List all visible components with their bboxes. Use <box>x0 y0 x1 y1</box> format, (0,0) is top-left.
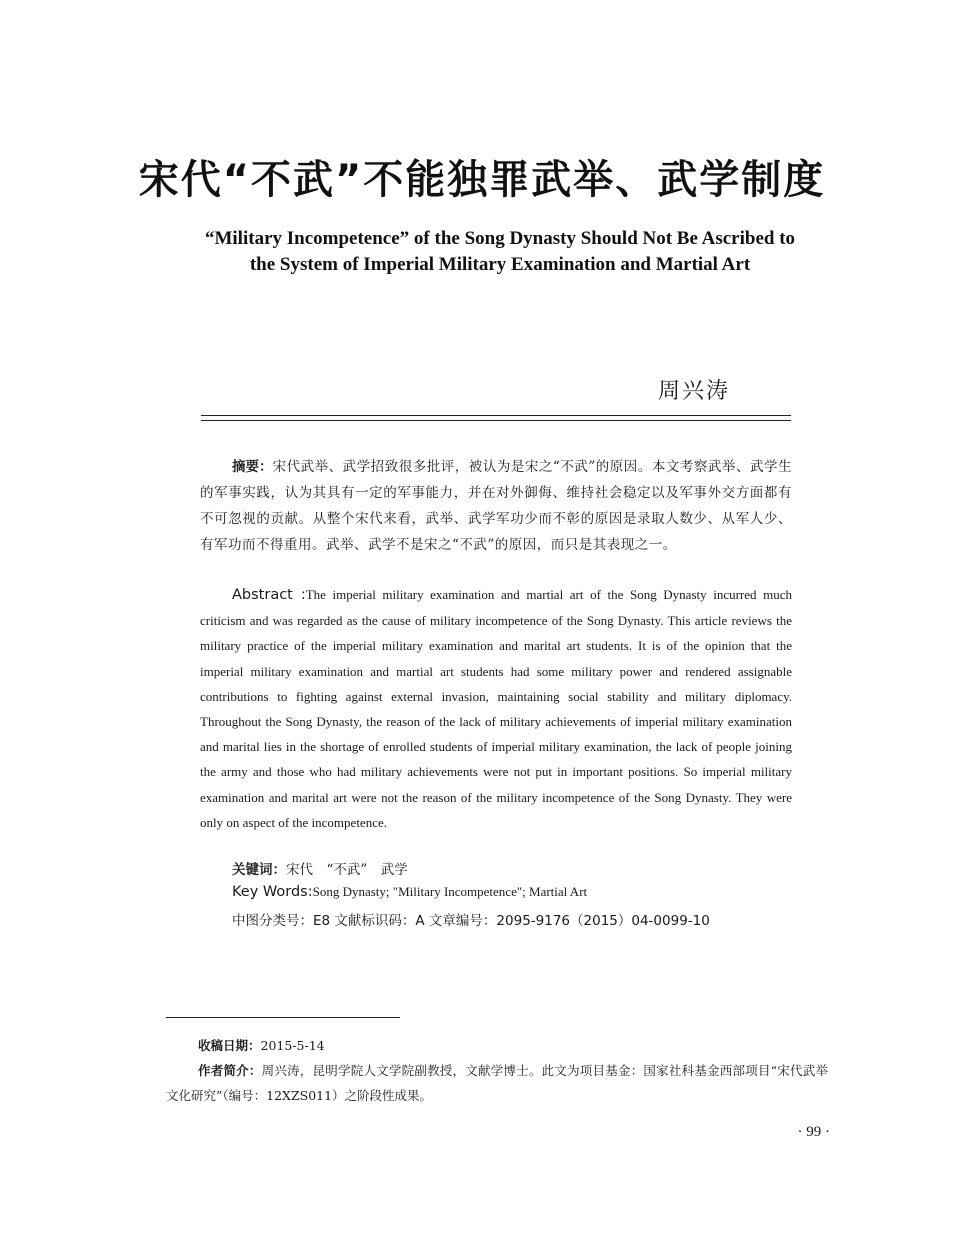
author-name: 周兴涛 <box>657 379 730 404</box>
received-date-label: 收稿日期： <box>198 1038 261 1053</box>
keywords-english-label: Key Words: <box>232 884 313 900</box>
keywords-chinese-text: 宋代 “不武” 武学 <box>286 862 408 878</box>
author-bio-label: 作者简介： <box>198 1063 262 1078</box>
title-chinese: 宋代“不武”不能独罪武举、武学制度 <box>138 157 826 203</box>
abstract-chinese-text: 宋代武举、武学招致很多批评，被认为是宋之“不武”的原因。本文考察武举、武学生的军事实践，认为其具有一定的军事能力，并在对外御侮、维持社会稳定以及军事外交方面都有不可忽视的贡献。从整个宋代来看，武举、武学军功少而不彰的原因是录取人数少、从军人少、有军功而不得重用。武举、武学不是宋之“不武”的原因，而只是其表现之一。 <box>200 459 793 553</box>
title-english <box>150 226 850 278</box>
classification-line <box>232 909 710 929</box>
keywords-english <box>232 884 587 900</box>
author-bio-text: 周兴涛，昆明学院人文学院副教授，文献学博士。此文为项目基金：国家社科基金西部项目“宋代武举文化研究”（编号：12XZS011）之阶段性成果。 <box>166 1063 828 1103</box>
header-rule-top <box>201 415 791 416</box>
abstract-english-text: The imperial military examination and martial art of the Song Dynasty incurred much criticism and was regarded as the cause of military incompetence of the Song Dynasty. This article reviews the military practice of the imperial military examination and marital art students. It is of the opinion that the imperial military examination and martial art students had some military power and rendered assignable contributions to fighting against external invasion, maintaining social stability and military diplomacy. Throughout the Song Dynasty, the reason of the lack of military achievements of imperial military examination and marital lies in the shortage of enrolled students of imperial military examination, the lack of people joining the army and those who had military achievements were not put in important positions. So imperial military examination and marital art were not the reason of the military incompetence of the Song Dynasty. They were only on aspect of the incompetence. <box>200 587 792 830</box>
keywords-english-text: Song Dynasty; "Military Incompetence"; Martial Art <box>312 884 588 899</box>
page-number: · 99 · <box>797 1124 830 1140</box>
title-english-line-1: “Military Incompetence” of the Song Dynasty Should Not Be Ascribed to <box>204 228 796 249</box>
header-rule-bottom <box>201 420 791 421</box>
abstract-chinese <box>200 454 792 558</box>
footnote-author-bio <box>166 1058 828 1108</box>
abstract-english-label: Abstract : <box>232 587 306 603</box>
classification-text: 中图分类号：E8 文献标识码：A 文章编号：2095-9176（2015）04-0099-10 <box>232 913 710 929</box>
received-date-value: 2015-5-14 <box>260 1038 325 1053</box>
footnote-rule <box>166 1017 400 1018</box>
title-english-line-2: the System of Imperial Military Examination and Martial Art <box>249 254 751 275</box>
keywords-chinese <box>232 858 408 878</box>
footnote-received-date <box>198 1033 860 1058</box>
keywords-chinese-label: 关键词： <box>232 862 286 878</box>
abstract-chinese-label: 摘要： <box>232 459 273 475</box>
abstract-english <box>200 582 792 835</box>
